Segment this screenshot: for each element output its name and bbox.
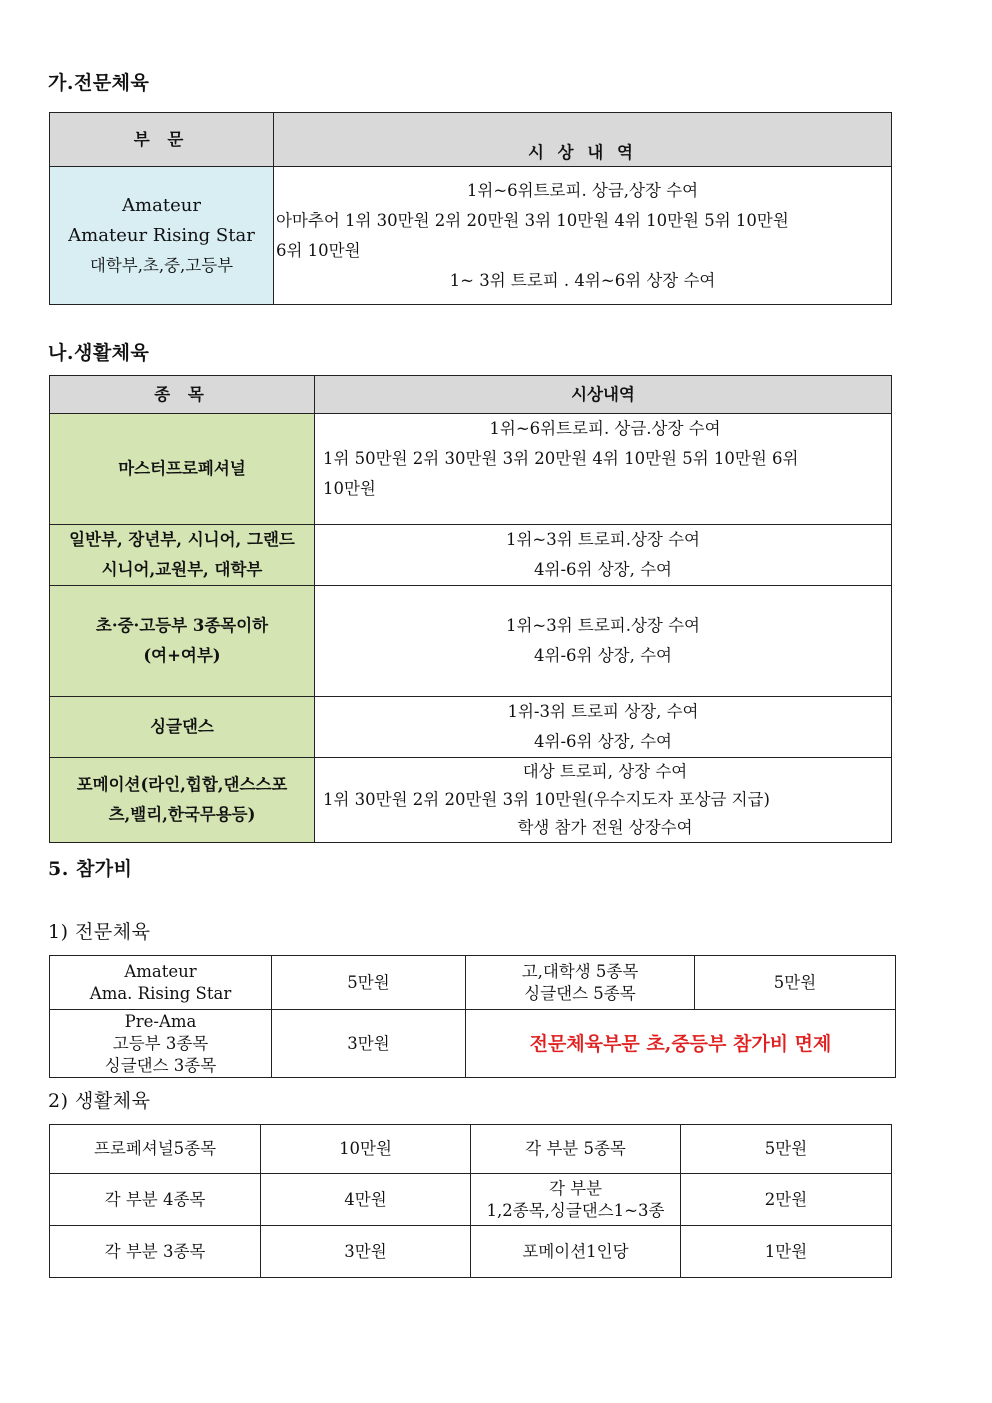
category-line: 대학부,초,중,고등부 (89, 255, 234, 275)
section-na-table (49, 375, 892, 843)
award-line: 1~ 3위 트로피 . 4위~6위 상장 수여 (449, 270, 716, 290)
fee-cell: 각 부분 3종목 (50, 1226, 261, 1278)
award-line: 4위-6위 상장, 수여 (534, 646, 672, 665)
fee-cell (50, 1010, 272, 1078)
category-line: Amateur (122, 194, 201, 216)
award-line: 1위~3위 트로피.상장 수여 (505, 530, 700, 549)
fee-line: Amateur (124, 961, 197, 981)
fee-line: 고등부 3종목 (112, 1033, 209, 1053)
fee-exemption-note: 전문체육부문 초,중등부 참가비 면제 (466, 1010, 896, 1078)
award-line: 1위 30만원 2위 20만원 3위 10만원(우수지도자 포상금 지급) (323, 790, 770, 809)
fee-cell: 각 부분 4종목 (50, 1174, 261, 1226)
category-line: Amateur Rising Star (68, 224, 255, 246)
awards-cell (315, 697, 892, 758)
award-line: 1위~3위 트로피.상장 수여 (505, 616, 700, 635)
fee-amount: 2만원 (681, 1174, 892, 1226)
fee-amount: 5만원 (681, 1125, 892, 1174)
fee-amount: 1만원 (681, 1226, 892, 1278)
fee-pro-table (49, 955, 896, 1078)
award-line: 1위~6위트로피. 상금,상장 수여 (466, 180, 699, 200)
awards-cell (274, 167, 892, 305)
award-line: 학생 참가 전원 상장수여 (517, 818, 693, 837)
category-cell (50, 758, 315, 843)
award-line: 4위-6위 상장, 수여 (534, 560, 672, 579)
awards-cell (315, 758, 892, 843)
award-line: 6위 10만원 (276, 240, 361, 260)
category-cell (50, 414, 315, 525)
fee-cell (466, 956, 695, 1010)
category-line: 마스터프로페셔널 (118, 459, 246, 478)
category-cell (50, 167, 274, 305)
category-cell (50, 525, 315, 586)
fee-cell (471, 1226, 681, 1278)
fee-line: 각 부분 5종목 (525, 1139, 626, 1158)
awards-cell (315, 414, 892, 525)
fee-cell (50, 956, 272, 1010)
fee-line: 포메이션1인당 (522, 1241, 629, 1261)
category-cell (50, 586, 315, 697)
category-cell (50, 697, 315, 758)
fee-line: 고,대학생 5종목 (521, 961, 639, 981)
category-line: 포메이션(라인,힙합,댄스스포 (76, 775, 288, 794)
fee-line: 싱글댄스 5종목 (524, 983, 636, 1003)
fee-amount: 5만원 (695, 956, 896, 1010)
fee-line: 각 부분 (548, 1178, 603, 1198)
fee-line: Ama. Rising Star (89, 983, 232, 1003)
award-line: 1위~6위트로피. 상금.상장 수여 (489, 419, 721, 438)
header-category: 부 문 (50, 113, 274, 167)
header-event: 종 목 (50, 376, 315, 414)
section-ga-title: 가.전문체육 (48, 72, 150, 94)
award-line: 아마추어 1위 30만원 2위 20만원 3위 10만원 4위 10만원 5위 10만원 (276, 210, 789, 230)
fee-amount: 3만원 (261, 1226, 471, 1278)
section-ga-table (49, 112, 892, 305)
fee-pro-title: 1) 전문체육 (48, 921, 151, 943)
award-line: 1위 50만원 2위 30만원 3위 20만원 4위 10만원 5위 10만원 6위 (323, 449, 799, 468)
awards-cell (315, 525, 892, 586)
category-line: 싱글댄스 (150, 717, 214, 736)
fee-line: 싱글댄스 3종목 (104, 1055, 217, 1075)
award-line: 1위-3위 트로피 상장, 수여 (507, 702, 699, 721)
fee-amount: 3만원 (272, 1010, 466, 1078)
fee-life-title: 2) 생활체육 (48, 1090, 151, 1112)
fee-cell (471, 1125, 681, 1174)
category-line: (여+여부) (143, 646, 221, 665)
section-na-title: 나.생활체육 (48, 342, 150, 364)
section-5-title: 5. 참가비 (48, 858, 133, 880)
award-line: 대상 트로피, 상장 수여 (522, 762, 688, 781)
fee-line: 1,2종목,싱글댄스1~3종 (486, 1200, 665, 1220)
fee-line: Pre-Ama (124, 1011, 197, 1031)
fee-cell (471, 1174, 681, 1226)
awards-cell (315, 586, 892, 697)
category-line: 초·중·고등부 3종목이하 (95, 616, 269, 635)
category-line: 츠,밸리,한국무용등) (108, 805, 256, 824)
fee-cell: 프로페셔널5종목 (50, 1125, 261, 1174)
fee-life-table (49, 1124, 892, 1278)
category-line: 일반부, 장년부, 시니어, 그랜드 (69, 530, 295, 549)
category-line: 시니어,교원부, 대학부 (101, 560, 263, 579)
award-line: 4위-6위 상장, 수여 (534, 732, 672, 751)
header-awards: 시 상 내 역 (274, 113, 892, 167)
fee-amount: 5만원 (272, 956, 466, 1010)
award-line: 10만원 (323, 479, 376, 498)
fee-amount: 10만원 (261, 1125, 471, 1174)
header-awards: 시상내역 (315, 376, 892, 414)
fee-amount: 4만원 (261, 1174, 471, 1226)
